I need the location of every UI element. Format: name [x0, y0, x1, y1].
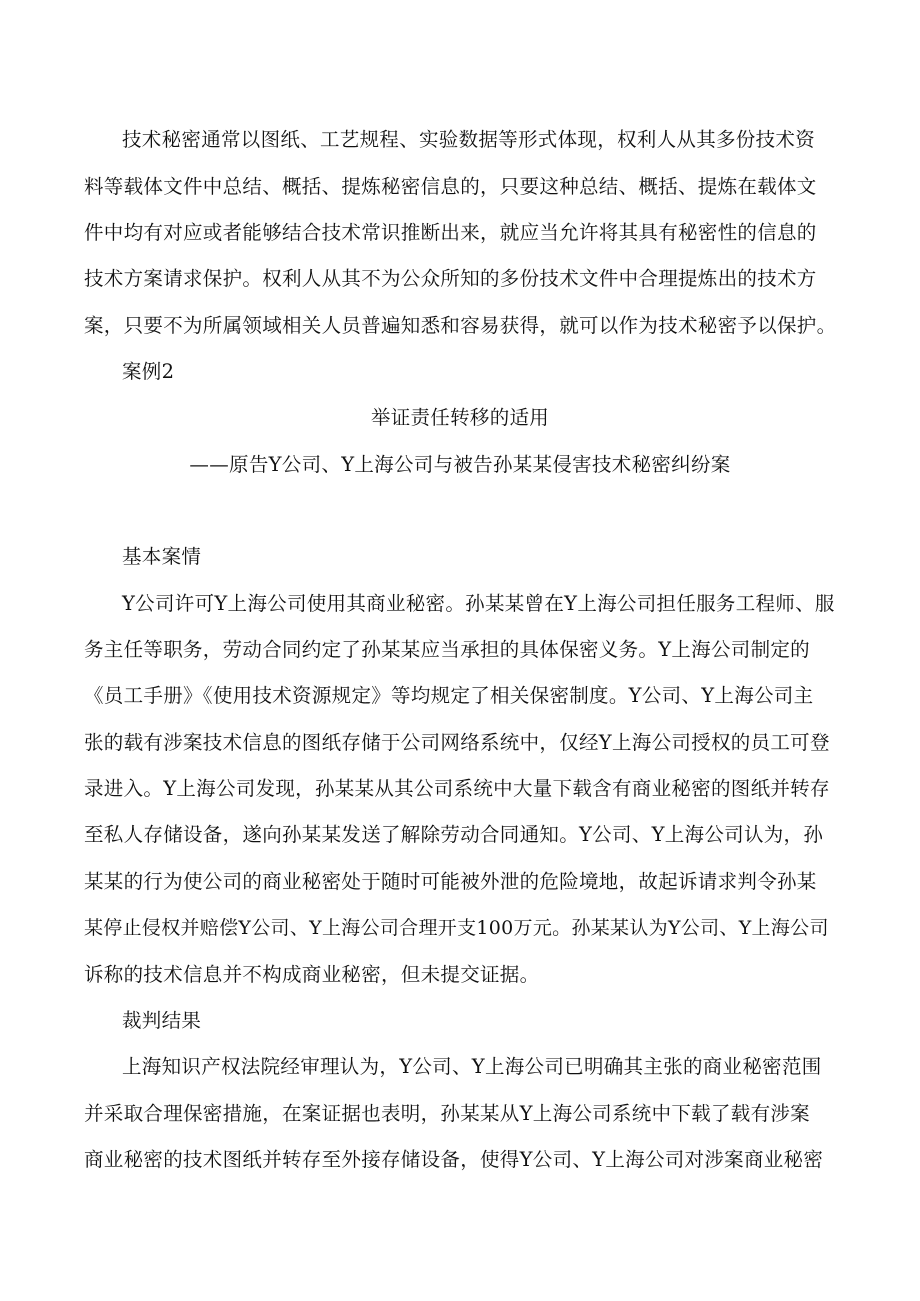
paragraph-2-line-4: 张的载有涉案技术信息的图纸存储于公司网络系统中，仅经Y上海公司授权的员工可登 — [84, 731, 830, 754]
case-title: 举证责任转移的适用 — [370, 406, 550, 429]
section-heading-judgment: 裁判结果 — [122, 1009, 202, 1032]
paragraph-2-line-5: 录进入。Y上海公司发现，孙某某从其公司系统中大量下载含有商业秘密的图纸并转存 — [84, 777, 830, 800]
paragraph-1-line-3: 件中均有对应或者能够结合技术常识推断出来，就应当允许将其具有秘密性的信息的 — [84, 221, 817, 244]
paragraph-2-line-8: 某停止侵权并赔偿Y公司、Y上海公司合理开支100万元。孙某某认为Y公司、Y上海公司 — [84, 917, 829, 939]
paragraph-2-line-7: 某某的行为使公司的商业秘密处于随时可能被外泄的危险境地，故起诉请求判令孙某 — [84, 870, 817, 893]
paragraph-1-line-4: 技术方案请求保护。权利人从其不为公众所知的多份技术文件中合理提炼出的技术方 — [84, 267, 817, 290]
paragraph-1-line-1: 技术秘密通常以图纸、工艺规程、实验数据等形式体现，权利人从其多份技术资 — [122, 128, 816, 151]
paragraph-1-line-2: 料等载体文件中总结、概括、提炼秘密信息的，只要这种总结、概括、提炼在载体文 — [84, 175, 817, 198]
paragraph-2-line-1: Y公司许可Y上海公司使用其商业秘密。孙某某曾在Y上海公司担任服务工程师、服 — [122, 592, 835, 615]
paragraph-1-line-5: 案，只要不为所属领域相关人员普遍知悉和容易获得，就可以作为技术秘密予以保护。 — [84, 314, 837, 337]
paragraph-3-line-1: 上海知识产权法院经审理认为，Y公司、Y上海公司已明确其主张的商业秘密范围 — [122, 1055, 822, 1078]
paragraph-2-line-2: 务主任等职务，劳动合同约定了孙某某应当承担的具体保密义务。Y上海公司制定的 — [84, 638, 810, 661]
case-label: 案例2 — [122, 360, 175, 383]
paragraph-2-line-9: 诉称的技术信息并不构成商业秘密，但未提交证据。 — [84, 963, 540, 986]
paragraph-2-line-3: 《员工手册》《使用技术资源规定》等均规定了相关保密制度。Y公司、Y上海公司主 — [84, 684, 814, 707]
case-subtitle: ——原告Y公司、Y上海公司与被告孙某某侵害技术秘密纠纷案 — [189, 453, 731, 476]
paragraph-3-line-3: 商业秘密的技术图纸并转存至外接存储设备，使得Y公司、Y上海公司对涉案商业秘密 — [84, 1148, 824, 1171]
paragraph-2-line-6: 至私人存储设备，遂向孙某某发送了解除劳动合同通知。Y公司、Y上海公司认为，孙 — [84, 823, 824, 846]
section-heading-basic-facts: 基本案情 — [122, 545, 202, 568]
paragraph-3-line-2: 并采取合理保密措施，在案证据也表明，孙某某从Y上海公司系统中下载了载有涉案 — [84, 1102, 810, 1125]
